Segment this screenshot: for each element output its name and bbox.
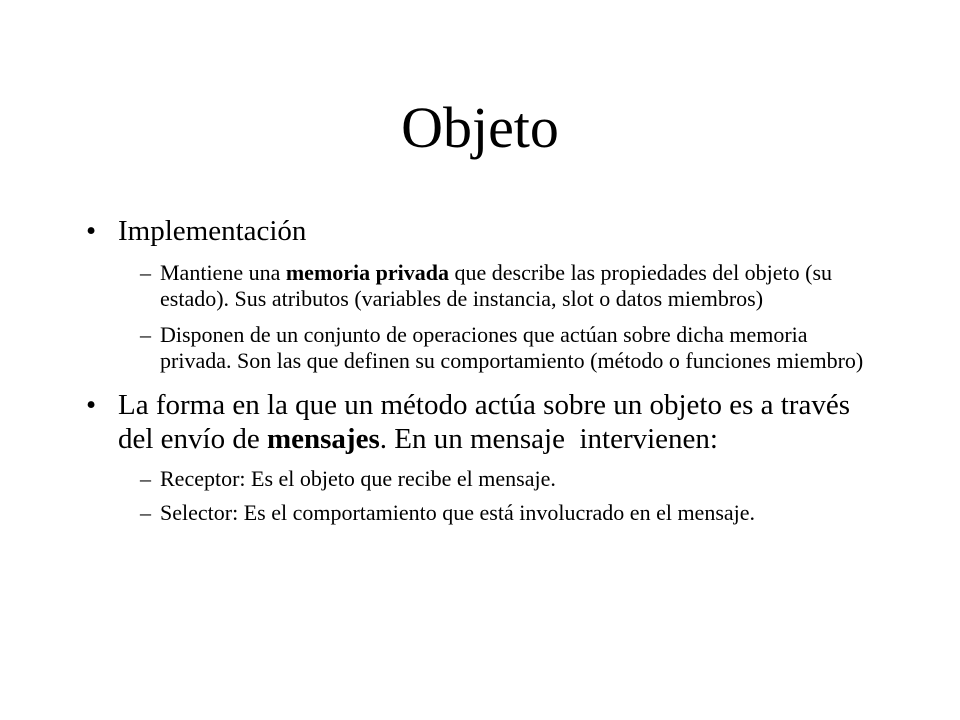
sub-bullet-marker: – (140, 466, 151, 491)
slide-title: Objeto (401, 95, 559, 160)
bullet-implementacion (80, 214, 880, 248)
sub-bullet-marker: – (140, 260, 151, 285)
sub-bullet-operaciones (80, 322, 880, 374)
bullet-marker: • (86, 215, 97, 247)
bullet-marker: • (86, 389, 97, 421)
bullet-mensajes (80, 388, 880, 456)
sub-bullet-text: Receptor: Es el objeto que recibe el mensaje. (160, 466, 556, 491)
bullet-text: Implementación (118, 215, 307, 247)
bullet-bold-term: mensajes (266, 423, 380, 455)
sub-bullet-bold-term: memoria privada (285, 260, 450, 285)
sub-bullet-text-end: que describe las propiedades del objeto (su estado). Sus atributos (variables de instancia, slot o datos miembros) (160, 260, 833, 311)
sub-bullet-marker: – (140, 322, 151, 347)
sub-bullet-text-start: Mantiene una (160, 260, 286, 285)
sub-bullet-marker: – (140, 500, 151, 525)
bullet-text-end: . En un mensaje intervienen: (379, 423, 718, 455)
sub-bullet-text: Disponen de un conjunto de operaciones que actúan sobre dicha memoria privada. Son las que definen su comportamiento (método o funciones miembro) (160, 322, 864, 373)
slide-content (80, 210, 880, 526)
sub-bullet-memoria-privada (80, 260, 880, 312)
sub-bullet-text: Selector: Es el comportamiento que está involucrado en el mensaje. (160, 500, 756, 525)
bullet-text-start: La forma en la que un método actúa sobre un objeto es a través del envío de (118, 389, 850, 455)
sub-bullet-selector (80, 500, 880, 526)
sub-bullet-receptor (80, 466, 880, 492)
